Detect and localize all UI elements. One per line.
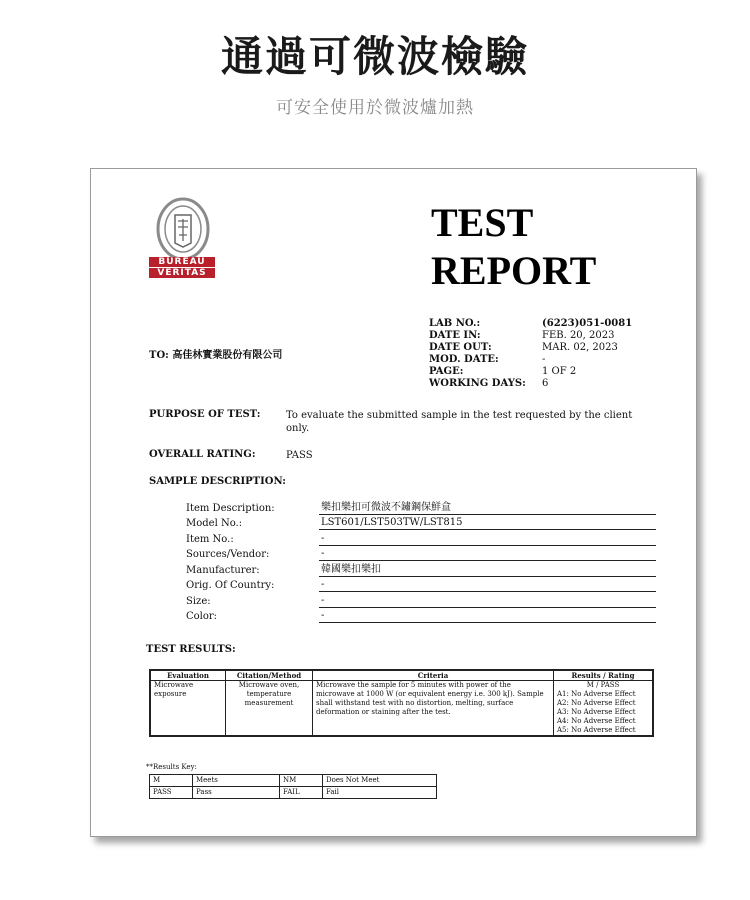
sample-row xyxy=(186,561,656,577)
lab-info-block xyxy=(429,318,632,390)
sample-row xyxy=(186,499,656,515)
sample-key: Color: xyxy=(186,611,218,622)
rating-line: A4: No Adverse Effect xyxy=(557,717,636,725)
lab-info-row xyxy=(429,378,632,390)
col-header-evaluation: Evaluation xyxy=(150,670,226,681)
overall-rating-value: PASS xyxy=(286,450,313,461)
logo-line-1: BUREAU xyxy=(149,257,215,267)
key-code: FAIL xyxy=(280,787,323,799)
lab-info-value: MAR. 02, 2023 xyxy=(542,342,618,353)
sample-description-block xyxy=(186,499,656,623)
test-report-sheet xyxy=(90,168,697,837)
col-header-results: Results / Rating xyxy=(554,670,654,681)
sample-description-label: SAMPLE DESCRIPTION: xyxy=(149,476,286,487)
page-headline: 通過可微波檢驗 xyxy=(220,32,529,81)
rating-line: A5: No Adverse Effect xyxy=(557,726,636,734)
rating-line: A1: No Adverse Effect xyxy=(557,690,636,698)
rating-cell xyxy=(554,681,654,737)
sample-key: Sources/Vendor: xyxy=(186,549,270,560)
key-code: PASS xyxy=(150,787,193,799)
lab-info-key: MOD. DATE: xyxy=(429,354,499,365)
sample-key: Item No.: xyxy=(186,533,234,545)
lab-info-row xyxy=(429,354,632,366)
lab-info-key: WORKING DAYS: xyxy=(429,378,526,389)
logo-line-2: VERITAS xyxy=(149,268,215,278)
lab-info-value: (6223)051-0081 xyxy=(542,318,633,329)
key-code: NM xyxy=(280,775,323,787)
key-meaning: Meets xyxy=(193,775,280,787)
sample-value: 韓國樂扣樂扣 xyxy=(319,564,656,577)
bureau-veritas-logo xyxy=(149,257,215,279)
results-key-label: **Results Key: xyxy=(146,763,197,771)
key-meaning: Pass xyxy=(193,787,280,799)
lab-info-row xyxy=(429,366,632,378)
sample-key: Orig. Of Country: xyxy=(186,580,275,591)
sample-value: - xyxy=(319,548,656,561)
lab-info-row xyxy=(429,318,632,330)
sample-value: LST601/LST503TW/LST815 xyxy=(319,517,656,530)
sample-row xyxy=(186,515,656,531)
lab-info-key: PAGE: xyxy=(429,366,464,377)
lab-info-value: - xyxy=(542,354,546,365)
table-row xyxy=(150,681,653,737)
lab-info-row xyxy=(429,330,632,342)
lab-info-key: DATE OUT: xyxy=(429,342,492,353)
overall-rating-label: OVERALL RATING: xyxy=(149,449,256,460)
page-subline: 可安全使用於微波爐加熱 xyxy=(276,98,474,118)
sample-key: Manufacturer: xyxy=(186,564,260,576)
sample-key: Model No.: xyxy=(186,518,243,529)
report-title-line-1: TEST xyxy=(431,200,534,245)
sample-value: - xyxy=(319,595,656,608)
sample-value: 樂扣樂扣可微波不鏽鋼保鮮盒 xyxy=(319,502,656,515)
sample-row xyxy=(186,530,656,546)
evaluation-cell: Microwave exposure xyxy=(150,681,226,737)
lab-info-row xyxy=(429,342,632,354)
sample-key: Size: xyxy=(186,595,211,607)
lab-info-key: DATE IN: xyxy=(429,330,481,341)
purpose-label: PURPOSE OF TEST: xyxy=(149,409,261,420)
table-row xyxy=(150,775,437,787)
sample-value: - xyxy=(319,533,656,546)
key-code: M xyxy=(150,775,193,787)
col-header-criteria: Criteria xyxy=(313,670,554,681)
rating-line: A3: No Adverse Effect xyxy=(557,708,636,716)
criteria-cell: Microwave the sample for 5 minutes with power of the microwave at 1000 W (or equivalent energy i.e. 300 kJ). Sample shall withstand test with no distortion, melting, surface deformation or staining after the test. xyxy=(313,681,554,737)
method-cell: Microwave oven, temperature measurement xyxy=(226,681,313,737)
table-row xyxy=(150,787,437,799)
key-meaning: Does Not Meet xyxy=(323,775,437,787)
recipient-line: TO: 高佳林實業股份有限公司 xyxy=(149,350,283,361)
lab-info-value: 1 OF 2 xyxy=(542,366,577,377)
test-results-label: TEST RESULTS: xyxy=(146,644,236,655)
test-results-table xyxy=(149,669,654,737)
sample-value: - xyxy=(319,579,656,592)
purpose-value: To evaluate the submitted sample in the test requested by the client only. xyxy=(286,410,633,434)
report-title-line-2: REPORT xyxy=(431,248,597,293)
lab-info-key: LAB NO.: xyxy=(429,318,481,329)
sample-value: - xyxy=(319,610,656,623)
lab-info-value: 6 xyxy=(542,378,549,389)
report-title xyxy=(431,199,596,295)
sample-row xyxy=(186,546,656,562)
sample-row xyxy=(186,592,656,608)
results-key-table xyxy=(149,774,437,799)
sample-row xyxy=(186,608,656,624)
sample-key: Item Description: xyxy=(186,502,275,514)
rating-line: A2: No Adverse Effect xyxy=(557,699,636,707)
sample-row xyxy=(186,577,656,593)
rating-line: M / PASS xyxy=(586,681,620,689)
key-meaning: Fail xyxy=(323,787,437,799)
lab-info-value: FEB. 20, 2023 xyxy=(542,330,615,341)
col-header-method: Citation/Method xyxy=(226,670,313,681)
